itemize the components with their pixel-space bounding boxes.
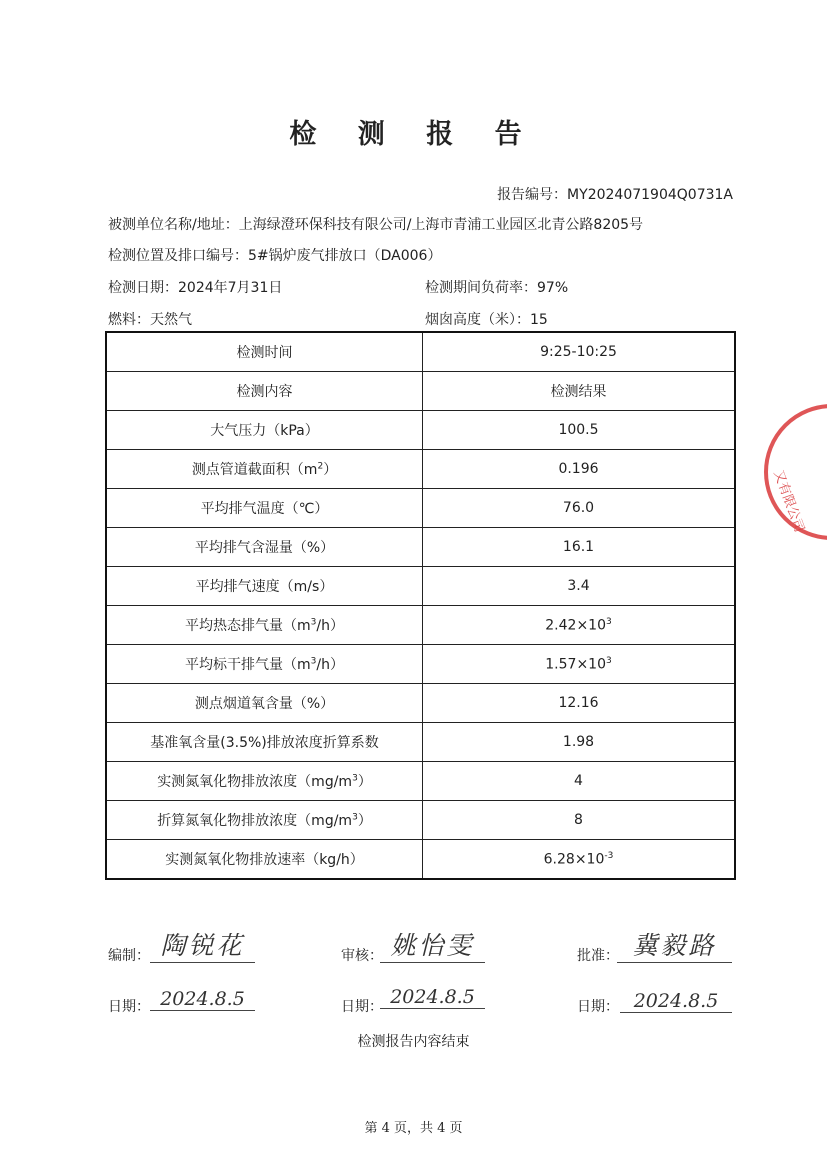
label-text: /h） xyxy=(316,657,344,673)
label-text: 实测氮氧化物排放浓度（mg/m xyxy=(157,774,353,790)
approver-signature: 冀毅路 xyxy=(617,926,732,963)
label-superscript: 2 xyxy=(317,461,324,472)
label-superscript: 3 xyxy=(352,812,358,823)
svg-text:又有限公司: 又有限公司 xyxy=(770,468,807,535)
table-row xyxy=(106,450,735,489)
approver-date: 2024.8.5 xyxy=(620,990,732,1013)
approver-date-label: 日期： xyxy=(577,999,619,1015)
row-label xyxy=(106,606,423,645)
editor-label: 编制： xyxy=(108,948,150,964)
row-value: 8 xyxy=(423,801,736,840)
page-number: 第 4 页，共 4 页 xyxy=(364,1121,463,1136)
company-seal xyxy=(752,400,827,550)
label-superscript: 3 xyxy=(310,656,317,667)
table-row xyxy=(106,762,735,801)
row-label xyxy=(106,645,423,684)
reviewer-date: 2024.8.5 xyxy=(380,986,485,1009)
fuel: 燃料：天然气 xyxy=(108,312,192,328)
row-label: 测点烟道氧含量（%） xyxy=(106,684,423,723)
test-date: 检测日期：2024年7月31日 xyxy=(108,280,283,296)
row-value: 12.16 xyxy=(423,684,736,723)
editor-date: 2024.8.5 xyxy=(150,988,255,1011)
row-value xyxy=(423,645,736,684)
label-text: ） xyxy=(357,774,372,790)
value-superscript: -3 xyxy=(604,850,614,861)
editor-signature: 陶锐花 xyxy=(150,926,255,963)
table-row xyxy=(106,840,735,880)
label-text: 测点管道截面积（m xyxy=(191,462,318,478)
reviewer-signature: 姚怡雯 xyxy=(380,926,485,963)
row-label: 平均排气速度（m/s） xyxy=(106,567,423,606)
report-title: 检 测 报 告 xyxy=(289,119,538,150)
table-row xyxy=(106,801,735,840)
row-label xyxy=(106,801,423,840)
table-row xyxy=(106,411,735,450)
row-value xyxy=(423,840,736,880)
test-location: 检测位置及排口编号：5#锅炉废气排放口（DA006） xyxy=(108,248,442,264)
row-label xyxy=(106,450,423,489)
table-cell: 检测结果 xyxy=(423,372,736,411)
report-number: 报告编号：MY2024071904Q0731A xyxy=(497,187,733,203)
label-text: 平均标干排气量（m xyxy=(185,657,311,673)
label-superscript: 3 xyxy=(310,617,317,628)
chimney-height: 烟囱高度（米）：15 xyxy=(425,312,548,328)
row-label: 基准氧含量(3.5%)排放浓度折算系数 xyxy=(106,723,423,762)
table-row xyxy=(106,606,735,645)
label-text: ） xyxy=(357,813,372,829)
row-value: 1.98 xyxy=(423,723,736,762)
value-text: 2.42×10 xyxy=(545,617,606,634)
tested-unit: 被测单位名称/地址：上海绿澄环保科技有限公司/上海市青浦工业园区北青公路8205号 xyxy=(108,217,644,233)
table-row xyxy=(106,372,735,411)
approver-label: 批准： xyxy=(577,948,619,964)
value-superscript: 3 xyxy=(605,655,612,666)
row-value: 4 xyxy=(423,762,736,801)
table-row xyxy=(106,684,735,723)
label-superscript: 3 xyxy=(352,773,358,784)
row-label: 大气压力（kPa） xyxy=(106,411,423,450)
row-label xyxy=(106,762,423,801)
row-label: 平均排气温度（℃） xyxy=(106,489,423,528)
end-notice: 检测报告内容结束 xyxy=(357,1034,470,1050)
results-table xyxy=(105,331,736,880)
editor-date-label: 日期： xyxy=(108,999,150,1015)
row-value: 76.0 xyxy=(423,489,736,528)
row-value: 0.196 xyxy=(423,450,736,489)
row-label: 实测氮氧化物排放速率（kg/h） xyxy=(106,840,423,880)
table-row xyxy=(106,567,735,606)
label-text: 平均热态排气量（m xyxy=(185,618,311,634)
row-value: 16.1 xyxy=(423,528,736,567)
table-row xyxy=(106,332,735,372)
table-row xyxy=(106,723,735,762)
row-value: 3.4 xyxy=(423,567,736,606)
value-text: 1.57×10 xyxy=(545,656,606,673)
row-label: 平均排气含湿量（%） xyxy=(106,528,423,567)
load-rate: 检测期间负荷率：97% xyxy=(425,280,569,296)
row-value xyxy=(423,606,736,645)
value-superscript: 3 xyxy=(605,616,612,627)
value-text: 6.28×10 xyxy=(543,851,605,868)
label-text: 折算氮氧化物排放浓度（mg/m xyxy=(157,813,353,829)
reviewer-label: 审核： xyxy=(341,948,383,964)
label-text: /h） xyxy=(316,618,344,634)
table-cell: 检测时间 xyxy=(106,332,423,372)
label-text: ） xyxy=(323,462,338,478)
table-row xyxy=(106,528,735,567)
table-cell: 9:25-10:25 xyxy=(423,332,736,372)
row-value: 100.5 xyxy=(423,411,736,450)
reviewer-date-label: 日期： xyxy=(341,999,383,1015)
table-cell: 检测内容 xyxy=(106,372,423,411)
table-row xyxy=(106,645,735,684)
table-row xyxy=(106,489,735,528)
